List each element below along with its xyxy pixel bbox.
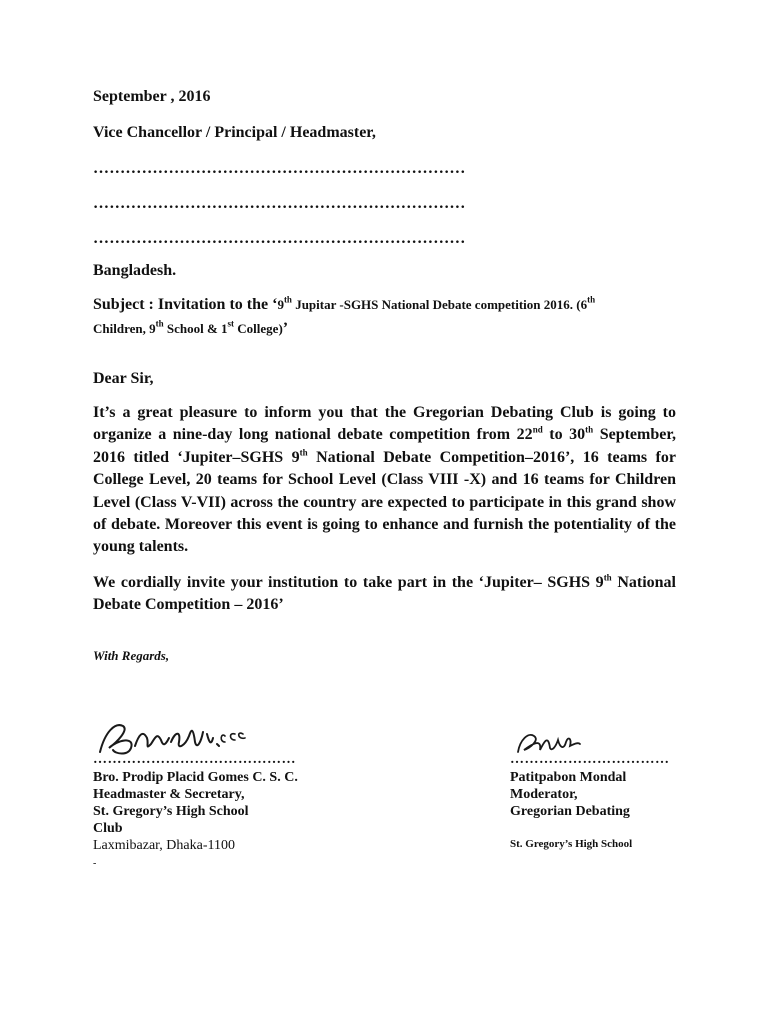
subject-line-2 — [93, 320, 288, 338]
signatory-right-org: Gregorian Debating — [510, 804, 630, 819]
signature-dots-right: …………………………… — [510, 752, 670, 767]
country: Bangladesh. — [93, 262, 177, 279]
signatory-left-school: St. Gregory’s High School — [93, 804, 249, 819]
subject-text-1: Jupitar -SGHS National Debate competition 2016. (6 — [291, 297, 588, 312]
subject-text-2a: Children, 9 — [93, 321, 156, 336]
para2-text-2: National Debate Competition – 2016’ — [93, 574, 676, 614]
body-paragraph-1 — [93, 402, 676, 559]
subject-sup-4: st — [227, 318, 235, 329]
subject-line-1 — [93, 296, 595, 314]
stray-mark: - — [93, 858, 97, 869]
address-line-3: …………………………………………………………… — [93, 230, 466, 247]
signatory-left-club: Club — [93, 821, 123, 836]
address-line-2: …………………………………………………………… — [93, 195, 466, 212]
para1-sup-th: th — [585, 425, 594, 436]
signatory-right-school: St. Gregory’s High School — [510, 838, 633, 850]
signatory-right-name: Patitpabon Mondal — [510, 770, 627, 785]
para1-sup-nd: nd — [532, 425, 543, 436]
closing: With Regards, — [93, 648, 170, 663]
subject-sup-3: th — [155, 318, 164, 329]
signatory-left-title: Headmaster & Secretary, — [93, 787, 245, 802]
subject-sup-1: th — [283, 294, 292, 305]
para1-sup-th-b: th — [299, 447, 308, 458]
subject-text-2c: College) — [234, 321, 283, 336]
para1-text-2: to 30 — [542, 426, 586, 444]
subject-text-2b: School & 1 — [163, 321, 228, 336]
recipient-title: Vice Chancellor / Principal / Headmaster, — [93, 124, 376, 141]
subject-num: 9 — [277, 297, 284, 312]
signatory-left-name: Bro. Prodip Placid Gomes C. S. C. — [93, 770, 298, 785]
salutation: Dear Sir, — [93, 370, 154, 387]
address-line-1: …………………………………………………………… — [93, 160, 466, 177]
signatory-right-title: Moderator, — [510, 787, 578, 802]
body-paragraph-2 — [93, 572, 676, 617]
signatory-left-address: Laxmibazar, Dhaka-1100 — [93, 838, 235, 853]
subject-close-quote: ’ — [282, 320, 289, 337]
para1-text-4: National Debate Competition–2016’, 16 teams for College Level, 20 teams for School Level (Class VIII -X) and 16 teams for Children Level (Class V-VII) across the country are expected to participate in this grand show of debate. Moreover this event is going to enhance and furnish the potentiality of the young talents. — [93, 448, 676, 556]
subject-label: Subject : Invitation to the — [93, 296, 273, 313]
para2-text-1: We cordially invite your institution to take part in the ‘Jupiter– SGHS 9 — [93, 574, 604, 591]
signature-dots-left: …………………………………… — [93, 752, 296, 767]
para2-sup-th: th — [603, 572, 612, 583]
para1-text-1: It’s a great pleasure to inform you that the Gregorian Debating Club is going to organize a nine-day long national debate competition from 22 — [93, 404, 676, 444]
letter-date: September , 2016 — [93, 88, 211, 105]
para1-text-3: September, 2016 titled ‘Jupiter–SGHS 9 — [93, 426, 676, 466]
subject-open-quote: ‘ — [272, 296, 278, 313]
subject-sup-2: th — [587, 294, 596, 305]
